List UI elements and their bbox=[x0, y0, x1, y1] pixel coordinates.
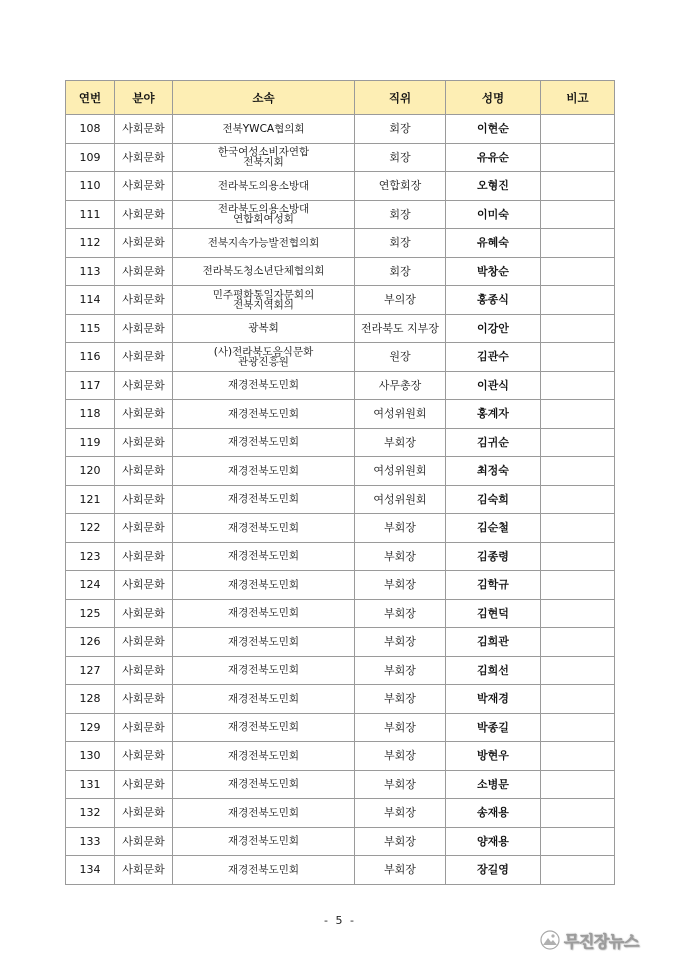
cell-field: 사회문화 bbox=[115, 856, 173, 885]
cell-position: 부회장 bbox=[355, 628, 446, 657]
cell-no: 125 bbox=[66, 599, 115, 628]
table-row bbox=[66, 742, 615, 771]
cell-affiliation: 재경전북도민회 bbox=[173, 599, 355, 628]
cell-field: 사회문화 bbox=[115, 685, 173, 714]
cell-name: 유혜숙 bbox=[446, 229, 541, 258]
cell-name: 박종길 bbox=[446, 713, 541, 742]
cell-affiliation: 전북YWCA협의회 bbox=[173, 115, 355, 144]
cell-no: 108 bbox=[66, 115, 115, 144]
cell-name: 유유순 bbox=[446, 143, 541, 172]
cell-field: 사회문화 bbox=[115, 628, 173, 657]
cell-no: 128 bbox=[66, 685, 115, 714]
cell-no: 112 bbox=[66, 229, 115, 258]
cell-position: 연합회장 bbox=[355, 172, 446, 201]
cell-no: 133 bbox=[66, 827, 115, 856]
cell-position: 여성위원회 bbox=[355, 457, 446, 486]
cell-affiliation: 재경전북도민회 bbox=[173, 542, 355, 571]
cell-field: 사회문화 bbox=[115, 172, 173, 201]
cell-note bbox=[541, 542, 615, 571]
cell-position: 부회장 bbox=[355, 799, 446, 828]
cell-field: 사회문화 bbox=[115, 799, 173, 828]
member-roster-table bbox=[65, 80, 615, 885]
cell-affiliation: 전라북도의용소방대 연합회여성회 bbox=[173, 200, 355, 229]
cell-no: 130 bbox=[66, 742, 115, 771]
cell-no: 132 bbox=[66, 799, 115, 828]
table-row bbox=[66, 827, 615, 856]
cell-name: 김관수 bbox=[446, 343, 541, 372]
cell-name: 박재경 bbox=[446, 685, 541, 714]
table-row bbox=[66, 799, 615, 828]
cell-position: 부회장 bbox=[355, 542, 446, 571]
cell-note bbox=[541, 856, 615, 885]
cell-name: 김귀순 bbox=[446, 428, 541, 457]
table-row bbox=[66, 343, 615, 372]
cell-note bbox=[541, 713, 615, 742]
header-position: 직위 bbox=[355, 81, 446, 115]
cell-note bbox=[541, 514, 615, 543]
cell-name: 박창순 bbox=[446, 257, 541, 286]
table-row bbox=[66, 713, 615, 742]
cell-name: 김희관 bbox=[446, 628, 541, 657]
cell-affiliation: 한국여성소비자연합 전북지회 bbox=[173, 143, 355, 172]
cell-no: 113 bbox=[66, 257, 115, 286]
cell-no: 114 bbox=[66, 286, 115, 315]
table-row bbox=[66, 542, 615, 571]
cell-name: 송재용 bbox=[446, 799, 541, 828]
cell-name: 이관식 bbox=[446, 371, 541, 400]
cell-field: 사회문화 bbox=[115, 827, 173, 856]
cell-name: 김종령 bbox=[446, 542, 541, 571]
cell-affiliation: 재경전북도민회 bbox=[173, 770, 355, 799]
cell-position: 부회장 bbox=[355, 514, 446, 543]
cell-position: 원장 bbox=[355, 343, 446, 372]
cell-position: 부회장 bbox=[355, 713, 446, 742]
cell-name: 김숙희 bbox=[446, 485, 541, 514]
cell-note bbox=[541, 286, 615, 315]
cell-affiliation: 재경전북도민회 bbox=[173, 685, 355, 714]
cell-field: 사회문화 bbox=[115, 257, 173, 286]
cell-note bbox=[541, 172, 615, 201]
cell-no: 111 bbox=[66, 200, 115, 229]
cell-no: 115 bbox=[66, 314, 115, 343]
cell-affiliation: 재경전북도민회 bbox=[173, 713, 355, 742]
cell-field: 사회문화 bbox=[115, 742, 173, 771]
cell-affiliation: 재경전북도민회 bbox=[173, 514, 355, 543]
cell-no: 119 bbox=[66, 428, 115, 457]
table-row bbox=[66, 571, 615, 600]
cell-name: 최정숙 bbox=[446, 457, 541, 486]
cell-position: 회장 bbox=[355, 115, 446, 144]
cell-name: 양재용 bbox=[446, 827, 541, 856]
cell-name: 김현덕 bbox=[446, 599, 541, 628]
cell-position: 사무총장 bbox=[355, 371, 446, 400]
cell-note bbox=[541, 314, 615, 343]
cell-name: 장길영 bbox=[446, 856, 541, 885]
table-row bbox=[66, 599, 615, 628]
cell-field: 사회문화 bbox=[115, 343, 173, 372]
cell-note bbox=[541, 685, 615, 714]
cell-affiliation: 재경전북도민회 bbox=[173, 827, 355, 856]
cell-position: 전라북도 지부장 bbox=[355, 314, 446, 343]
cell-affiliation: 재경전북도민회 bbox=[173, 656, 355, 685]
cell-affiliation: 민주평화통일자문회의 전북지역회의 bbox=[173, 286, 355, 315]
cell-field: 사회문화 bbox=[115, 428, 173, 457]
table-row bbox=[66, 656, 615, 685]
cell-affiliation: 재경전북도민회 bbox=[173, 400, 355, 429]
cell-note bbox=[541, 485, 615, 514]
header-note: 비고 bbox=[541, 81, 615, 115]
cell-no: 126 bbox=[66, 628, 115, 657]
cell-field: 사회문화 bbox=[115, 229, 173, 258]
table-row bbox=[66, 200, 615, 229]
table-header-row bbox=[66, 81, 615, 115]
header-no: 연번 bbox=[66, 81, 115, 115]
table-row bbox=[66, 457, 615, 486]
table-row bbox=[66, 856, 615, 885]
cell-no: 118 bbox=[66, 400, 115, 429]
cell-note bbox=[541, 457, 615, 486]
cell-name: 방현우 bbox=[446, 742, 541, 771]
cell-position: 여성위원회 bbox=[355, 485, 446, 514]
cell-position: 회장 bbox=[355, 229, 446, 258]
cell-no: 129 bbox=[66, 713, 115, 742]
cell-affiliation: 전라북도의용소방대 bbox=[173, 172, 355, 201]
cell-name: 이현순 bbox=[446, 115, 541, 144]
table-row bbox=[66, 115, 615, 144]
cell-name: 김학규 bbox=[446, 571, 541, 600]
table-body bbox=[66, 115, 615, 885]
cell-name: 오형진 bbox=[446, 172, 541, 201]
cell-note bbox=[541, 115, 615, 144]
cell-no: 110 bbox=[66, 172, 115, 201]
cell-field: 사회문화 bbox=[115, 400, 173, 429]
page-number: - 5 - bbox=[324, 914, 356, 927]
cell-no: 120 bbox=[66, 457, 115, 486]
cell-position: 부회장 bbox=[355, 685, 446, 714]
cell-no: 121 bbox=[66, 485, 115, 514]
table-row bbox=[66, 485, 615, 514]
cell-position: 부회장 bbox=[355, 742, 446, 771]
cell-field: 사회문화 bbox=[115, 599, 173, 628]
cell-position: 부회장 bbox=[355, 428, 446, 457]
table-row bbox=[66, 514, 615, 543]
cell-position: 회장 bbox=[355, 200, 446, 229]
cell-affiliation: 재경전북도민회 bbox=[173, 371, 355, 400]
cell-position: 부회장 bbox=[355, 656, 446, 685]
table-row bbox=[66, 257, 615, 286]
cell-no: 122 bbox=[66, 514, 115, 543]
cell-note bbox=[541, 799, 615, 828]
cell-name: 이강안 bbox=[446, 314, 541, 343]
header-name: 성명 bbox=[446, 81, 541, 115]
cell-note bbox=[541, 428, 615, 457]
cell-affiliation: 재경전북도민회 bbox=[173, 571, 355, 600]
cell-name: 홍종식 bbox=[446, 286, 541, 315]
cell-field: 사회문화 bbox=[115, 770, 173, 799]
cell-name: 이미숙 bbox=[446, 200, 541, 229]
table-row bbox=[66, 286, 615, 315]
cell-no: 131 bbox=[66, 770, 115, 799]
cell-field: 사회문화 bbox=[115, 656, 173, 685]
cell-field: 사회문화 bbox=[115, 571, 173, 600]
cell-note bbox=[541, 343, 615, 372]
table-row bbox=[66, 229, 615, 258]
cell-no: 127 bbox=[66, 656, 115, 685]
cell-note bbox=[541, 827, 615, 856]
cell-note bbox=[541, 400, 615, 429]
cell-no: 134 bbox=[66, 856, 115, 885]
table-row bbox=[66, 428, 615, 457]
cell-note bbox=[541, 599, 615, 628]
cell-field: 사회문화 bbox=[115, 115, 173, 144]
cell-affiliation: 광복회 bbox=[173, 314, 355, 343]
cell-affiliation: 전라북도청소년단체협의회 bbox=[173, 257, 355, 286]
cell-note bbox=[541, 229, 615, 258]
cell-note bbox=[541, 656, 615, 685]
table-row bbox=[66, 314, 615, 343]
cell-affiliation: 전북지속가능발전협의회 bbox=[173, 229, 355, 258]
cell-name: 홍계자 bbox=[446, 400, 541, 429]
table-row bbox=[66, 143, 615, 172]
cell-field: 사회문화 bbox=[115, 457, 173, 486]
table-row bbox=[66, 172, 615, 201]
cell-affiliation: (사)전라북도음식문화 관광진흥원 bbox=[173, 343, 355, 372]
cell-position: 부회장 bbox=[355, 599, 446, 628]
cell-affiliation: 재경전북도민회 bbox=[173, 799, 355, 828]
table-row bbox=[66, 685, 615, 714]
cell-field: 사회문화 bbox=[115, 200, 173, 229]
cell-position: 부회장 bbox=[355, 856, 446, 885]
header-field: 분야 bbox=[115, 81, 173, 115]
cell-affiliation: 재경전북도민회 bbox=[173, 485, 355, 514]
cell-affiliation: 재경전북도민회 bbox=[173, 628, 355, 657]
cell-position: 여성위원회 bbox=[355, 400, 446, 429]
table-row bbox=[66, 628, 615, 657]
cell-no: 123 bbox=[66, 542, 115, 571]
cell-no: 124 bbox=[66, 571, 115, 600]
cell-field: 사회문화 bbox=[115, 314, 173, 343]
cell-affiliation: 재경전북도민회 bbox=[173, 457, 355, 486]
cell-position: 부의장 bbox=[355, 286, 446, 315]
table-row bbox=[66, 371, 615, 400]
cell-no: 117 bbox=[66, 371, 115, 400]
cell-field: 사회문화 bbox=[115, 371, 173, 400]
cell-position: 회장 bbox=[355, 143, 446, 172]
table-row bbox=[66, 770, 615, 799]
cell-position: 부회장 bbox=[355, 770, 446, 799]
cell-position: 부회장 bbox=[355, 571, 446, 600]
cell-affiliation: 재경전북도민회 bbox=[173, 856, 355, 885]
cell-field: 사회문화 bbox=[115, 514, 173, 543]
watermark-text: 무진장뉴스 bbox=[564, 931, 639, 951]
cell-no: 109 bbox=[66, 143, 115, 172]
cell-note bbox=[541, 742, 615, 771]
cell-name: 김희선 bbox=[446, 656, 541, 685]
cell-name: 소병문 bbox=[446, 770, 541, 799]
cell-field: 사회문화 bbox=[115, 713, 173, 742]
table-row bbox=[66, 400, 615, 429]
cell-note bbox=[541, 571, 615, 600]
cell-note bbox=[541, 257, 615, 286]
cell-note bbox=[541, 628, 615, 657]
cell-note bbox=[541, 770, 615, 799]
cell-position: 부회장 bbox=[355, 827, 446, 856]
cell-note bbox=[541, 371, 615, 400]
mountain-person-icon bbox=[540, 930, 560, 950]
cell-field: 사회문화 bbox=[115, 286, 173, 315]
cell-field: 사회문화 bbox=[115, 485, 173, 514]
cell-affiliation: 재경전북도민회 bbox=[173, 742, 355, 771]
cell-no: 116 bbox=[66, 343, 115, 372]
watermark bbox=[540, 926, 674, 954]
cell-affiliation: 재경전북도민회 bbox=[173, 428, 355, 457]
header-affiliation: 소속 bbox=[173, 81, 355, 115]
cell-field: 사회문화 bbox=[115, 143, 173, 172]
cell-position: 회장 bbox=[355, 257, 446, 286]
cell-name: 김순철 bbox=[446, 514, 541, 543]
cell-field: 사회문화 bbox=[115, 542, 173, 571]
cell-note bbox=[541, 200, 615, 229]
cell-note bbox=[541, 143, 615, 172]
